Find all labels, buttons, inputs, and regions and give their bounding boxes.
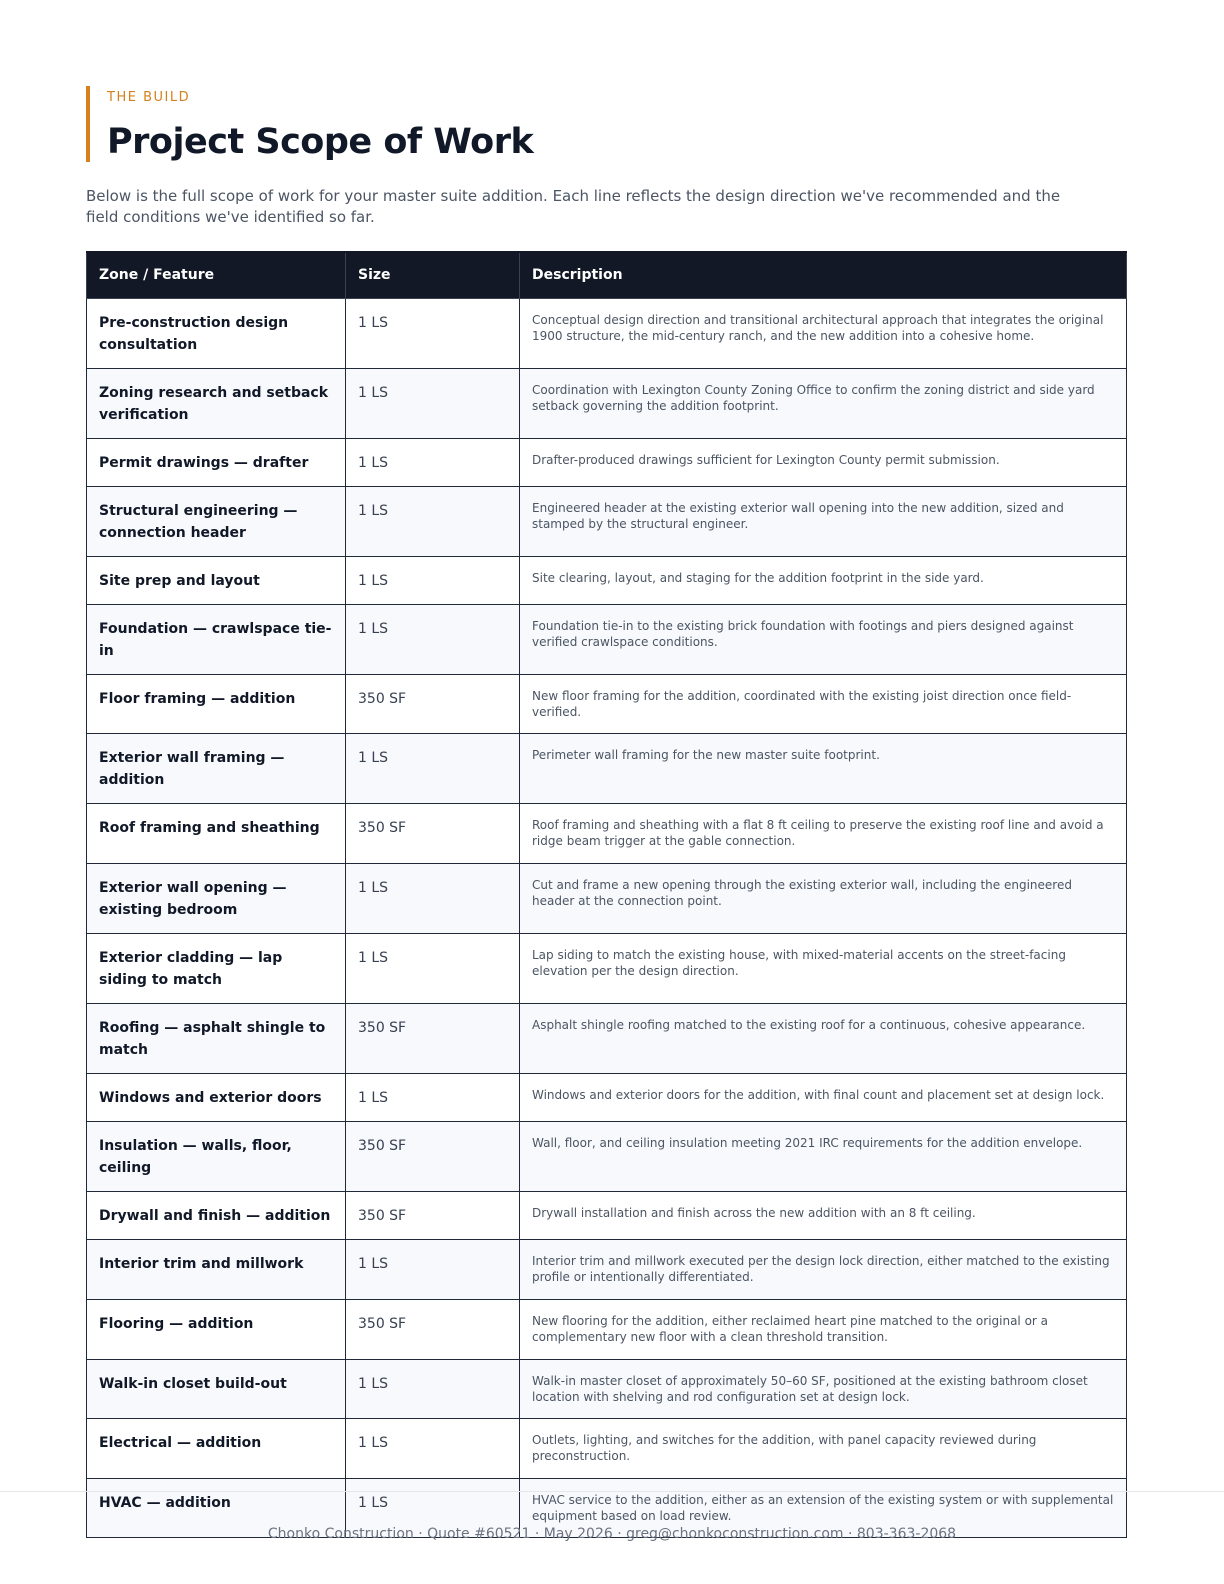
zone-feature-cell: Roofing — asphalt shingle to match [87, 1003, 346, 1073]
table-row [87, 556, 1127, 604]
description-cell: Coordination with Lexington County Zoning Office to confirm the zoning district and side yard setback governing the addition footprint. [520, 368, 1127, 438]
table-row [87, 1003, 1127, 1073]
zone-feature-cell: Floor framing — addition [87, 674, 346, 733]
description-cell: New floor framing for the addition, coordinated with the existing joist direction once field-verified. [520, 674, 1127, 733]
size-cell: 350 SF [346, 803, 520, 863]
size-cell: 1 LS [346, 733, 520, 803]
size-cell: 1 LS [346, 368, 520, 438]
zone-feature-cell: Electrical — addition [87, 1418, 346, 1478]
size-cell: 1 LS [346, 933, 520, 1003]
description-cell: Drafter-produced drawings sufficient for Lexington County permit submission. [520, 438, 1127, 486]
zone-feature-cell: Walk-in closet build-out [87, 1359, 346, 1418]
table-body [87, 298, 1127, 1537]
description-cell: Perimeter wall framing for the new master suite footprint. [520, 733, 1127, 803]
zone-feature-cell: Pre-construction design consultation [87, 298, 346, 368]
description-cell: Outlets, lighting, and switches for the addition, with panel capacity reviewed during preconstruction. [520, 1418, 1127, 1478]
size-cell: 1 LS [346, 556, 520, 604]
intro-paragraph: Below is the full scope of work for your master suite addition. Each line reflects the design direction we've recommended and the field conditions we've identified so far. [86, 187, 1061, 226]
section-eyebrow: THE BUILD [107, 90, 191, 105]
size-cell: 350 SF [346, 1299, 520, 1359]
size-cell: 1 LS [346, 438, 520, 486]
table-row [87, 803, 1127, 863]
footer-divider [0, 1491, 1224, 1492]
table-row [87, 933, 1127, 1003]
table-row [87, 1418, 1127, 1478]
zone-feature-cell: Exterior wall opening — existing bedroom [87, 863, 346, 933]
size-cell: 1 LS [346, 486, 520, 556]
page-footer: Chonko Construction · Quote #60521 · May 2026 · greg@chonkoconstruction.com · 803-363-2068 [267, 1526, 957, 1542]
zone-feature-cell: Interior trim and millwork [87, 1239, 346, 1299]
zone-feature-cell: Flooring — addition [87, 1299, 346, 1359]
description-cell: Windows and exterior doors for the addition, with final count and placement set at design lock. [520, 1073, 1127, 1121]
size-cell: 1 LS [346, 1239, 520, 1299]
table-row [87, 1239, 1127, 1299]
table-row [87, 438, 1127, 486]
zone-feature-cell: Roof framing and sheathing [87, 803, 346, 863]
zone-feature-cell: Drywall and finish — addition [87, 1191, 346, 1239]
table-row [87, 368, 1127, 438]
table-row [87, 733, 1127, 803]
size-cell: 1 LS [346, 604, 520, 674]
zone-feature-cell: Insulation — walls, floor, ceiling [87, 1121, 346, 1191]
size-cell: 1 LS [346, 1418, 520, 1478]
description-cell: Walk-in master closet of approximately 50–60 SF, positioned at the existing bathroom closet location with shelving and rod configuration set at design lock. [520, 1359, 1127, 1418]
column-header-zone: Zone / Feature [87, 252, 346, 298]
column-header-description: Description [520, 252, 1127, 298]
zone-feature-cell: Site prep and layout [87, 556, 346, 604]
column-header-size: Size [346, 252, 520, 298]
table-row [87, 604, 1127, 674]
table-row [87, 1299, 1127, 1359]
table-row [87, 1121, 1127, 1191]
zone-feature-cell: Exterior cladding — lap siding to match [87, 933, 346, 1003]
size-cell: 1 LS [346, 1359, 520, 1418]
zone-feature-cell: Exterior wall framing — addition [87, 733, 346, 803]
zone-feature-cell: Permit drawings — drafter [87, 438, 346, 486]
description-cell: Lap siding to match the existing house, with mixed-material accents on the street-facing elevation per the design direction. [520, 933, 1127, 1003]
description-cell: Roof framing and sheathing with a flat 8 ft ceiling to preserve the existing roof line and avoid a ridge beam trigger at the gable connection. [520, 803, 1127, 863]
description-cell: HVAC service to the addition, either as an extension of the existing system or with supplemental equipment based on load review. [520, 1478, 1127, 1537]
table-row [87, 674, 1127, 733]
scope-table [86, 251, 1127, 1538]
description-cell: Asphalt shingle roofing matched to the existing roof for a continuous, cohesive appearance. [520, 1003, 1127, 1073]
description-cell: Cut and frame a new opening through the existing exterior wall, including the engineered header at the connection point. [520, 863, 1127, 933]
table-row [87, 486, 1127, 556]
size-cell: 350 SF [346, 1191, 520, 1239]
size-cell: 350 SF [346, 1121, 520, 1191]
description-cell: Conceptual design direction and transitional architectural approach that integrates the original 1900 structure, the mid-century ranch, and the new addition into a cohesive home. [520, 298, 1127, 368]
table-row [87, 1191, 1127, 1239]
table-row [87, 1073, 1127, 1121]
description-cell: Wall, floor, and ceiling insulation meeting 2021 IRC requirements for the addition envelope. [520, 1121, 1127, 1191]
description-cell: Engineered header at the existing exterior wall opening into the new addition, sized and stamped by the structural engineer. [520, 486, 1127, 556]
description-cell: New flooring for the addition, either reclaimed heart pine matched to the original or a complementary new floor with a clean threshold transition. [520, 1299, 1127, 1359]
zone-feature-cell: Structural engineering — connection header [87, 486, 346, 556]
table-row [87, 1359, 1127, 1418]
table-row [87, 298, 1127, 368]
section-heading [86, 86, 1126, 162]
page-title: Project Scope of Work [107, 122, 534, 162]
zone-feature-cell: Zoning research and setback verification [87, 368, 346, 438]
size-cell: 1 LS [346, 1478, 520, 1537]
zone-feature-cell: HVAC — addition [87, 1478, 346, 1537]
zone-feature-cell: Foundation — crawlspace tie-in [87, 604, 346, 674]
size-cell: 350 SF [346, 1003, 520, 1073]
zone-feature-cell: Windows and exterior doors [87, 1073, 346, 1121]
description-cell: Foundation tie-in to the existing brick foundation with footings and piers designed against verified crawlspace conditions. [520, 604, 1127, 674]
description-cell: Drywall installation and finish across the new addition with an 8 ft ceiling. [520, 1191, 1127, 1239]
table-row [87, 863, 1127, 933]
scope-page [86, 86, 1126, 1538]
size-cell: 1 LS [346, 298, 520, 368]
size-cell: 1 LS [346, 863, 520, 933]
size-cell: 1 LS [346, 1073, 520, 1121]
description-cell: Interior trim and millwork executed per the design lock direction, either matched to the existing profile or intentionally differentiated. [520, 1239, 1127, 1299]
description-cell: Site clearing, layout, and staging for the addition footprint in the side yard. [520, 556, 1127, 604]
table-header-row [87, 252, 1127, 298]
size-cell: 350 SF [346, 674, 520, 733]
